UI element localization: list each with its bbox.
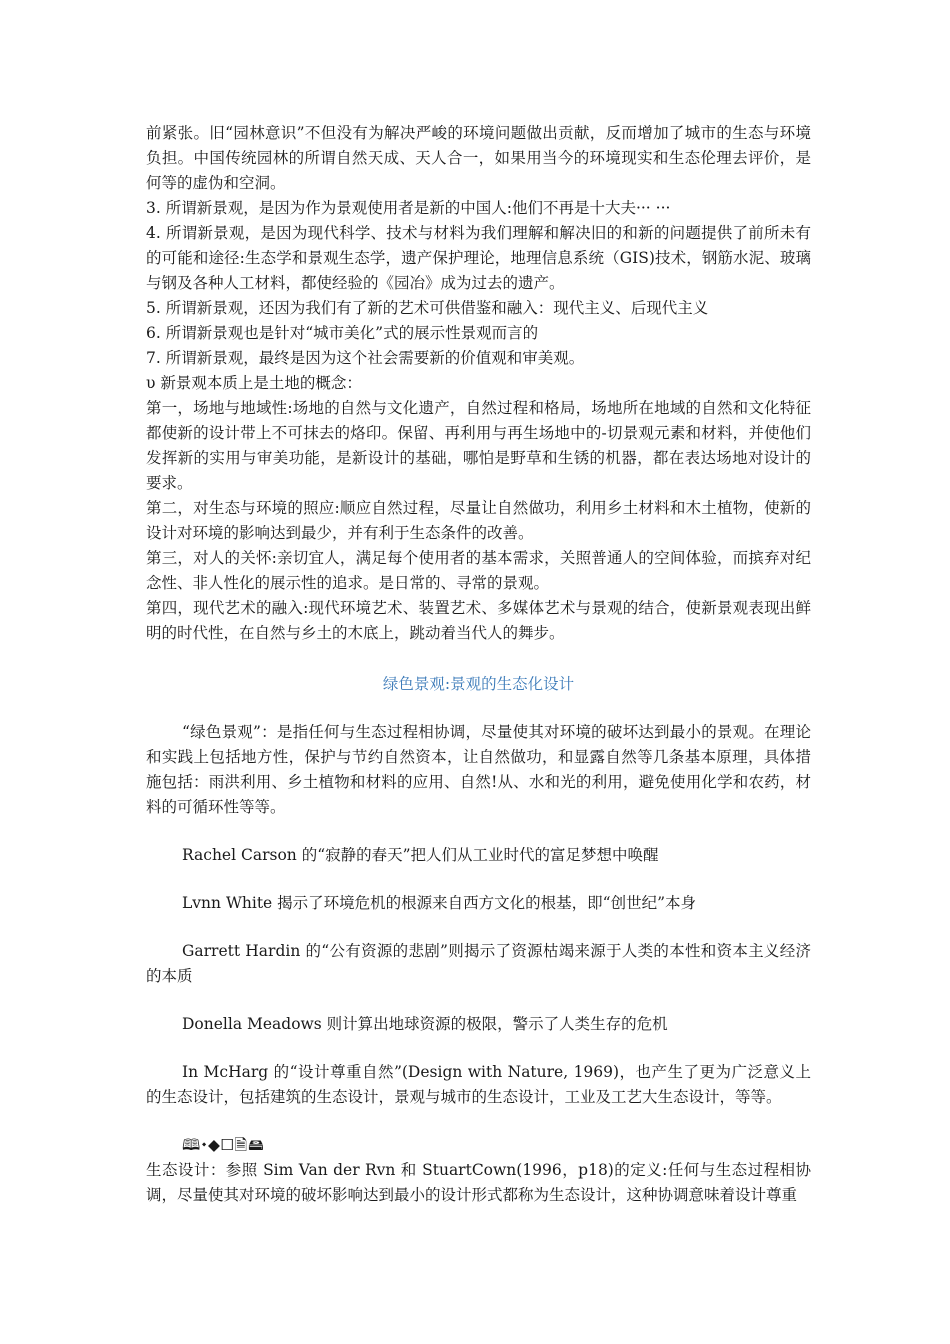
reference-meadows: Donella Meadows 则计算出地球资源的极限，警示了人类生存的危机 <box>182 1015 668 1033</box>
point-fourth: 第四，现代艺术的融入:现代环境艺术、装置艺术、多媒体艺术与景观的结合，使新景观表现出鲜明的时代性，在自然与乡土的木底上，跳动着当代人的舞步。 <box>146 599 811 642</box>
list-item-5: 5. 所谓新景观，还因为我们有了新的艺术可供借鉴和融入：现代主义、后现代主义 <box>146 299 709 317</box>
document-page <box>146 121 811 1208</box>
reference-white: Lvnn White 揭示了环境危机的根源来自西方文化的根基，即“创世纪”本身 <box>182 894 696 912</box>
reference-hardin: Garrett Hardin 的“公有资源的悲剧”则揭示了资源枯竭来源于人类的本性和资本主义经济的本质 <box>146 942 811 985</box>
point-second: 第二，对生态与环境的照应:顺应自然过程，尽量让自然做功，利用乡土材料和木土植物，使新的设计对环境的影响达到最少，并有利于生态条件的改善。 <box>146 499 811 542</box>
list-item-4: 4. 所谓新景观，是因为现代科学、技术与材料为我们理解和解决旧的和新的问题提供了前所未有的可能和途径:生态学和景观生态学，遗产保护理论，地理信息系统（GIS)技术，钢筋水泥、玻璃与钢及各种人工材料，都使经验的《园冶》成为过去的遗产。 <box>146 224 811 292</box>
paragraph-intro: 前紧张。旧“园林意识”不但没有为解决严峻的环境问题做出贡献，反而增加了城市的生态与环境负担。中国传统园林的所谓自然天成、天人合一，如果用当今的环境现实和生态伦理去评价，是何等的虚伪和空洞。 <box>146 124 811 192</box>
green-landscape-definition: “绿色景观”：是指任何与生态过程相协调，尽量使其对环境的破坏达到最小的景观。在理论和实践上包括地方性，保护与节约自然资本，让自然做功，和显露自然等几条基本原理，具体措施包括：雨洪利用、乡土植物和材料的应用、自然!从、水和光的利用，避免使用化学和农药，材料的可循环性等等。 <box>146 723 811 816</box>
point-first: 第一，场地与地域性:场地的自然与文化遗产，自然过程和格局，场地所在地域的自然和文化特征都使新的设计带上不可抹去的烙印。保留、再利用与再生场地中的-切景观元素和材料，并使他们发挥新的实用与审美功能，是新设计的基础，哪怕是野草和生锈的机器，都在表达场地对设计的要求。 <box>146 399 811 492</box>
point-third: 第三，对人的关怀:亲切宜人，满足每个使用者的基本需求，关照普通人的空间体验，而摈弃对纪念性、非人性化的展示性的追求。是日常的、寻常的景观。 <box>146 549 811 592</box>
symbol-glyph-line: 🕮⬩◆☐🗎🖴 <box>182 1136 265 1154</box>
list-item-7: 7. 所谓新景观，最终是因为这个社会需要新的价值观和审美观。 <box>146 349 585 367</box>
section-heading: 绿色景观:景观的生态化设计 <box>382 675 575 693</box>
list-item-3: 3. 所谓新景观，是因为作为景观使用者是新的中国人:他们不再是十大夫··· ··· <box>146 199 671 217</box>
eco-design-definition: 生态设计：参照 Sim Van der Rvn 和 StuartCown(1996，p18)的定义:任何与生态过程相协调，尽量使其对环境的破坏影响达到最小的设计形式都称为生态设计，这种协调意味着设计尊重 <box>146 1161 811 1204</box>
reference-mcharg: In McHarg 的“设计尊重自然”(Design with Nature, 1969)，也产生了更为广泛意义上的生态设计，包括建筑的生态设计，景观与城市的生态设计，工业及工艺大生态设计，等等。 <box>146 1063 811 1106</box>
bullet-heading: υ 新景观本质上是土地的概念： <box>146 374 362 392</box>
list-item-6: 6. 所谓新景观也是针对“城市美化”式的展示性景观而言的 <box>146 324 539 342</box>
reference-carson: Rachel Carson 的“寂静的春天”把人们从工业时代的富足梦想中唤醒 <box>182 846 659 864</box>
